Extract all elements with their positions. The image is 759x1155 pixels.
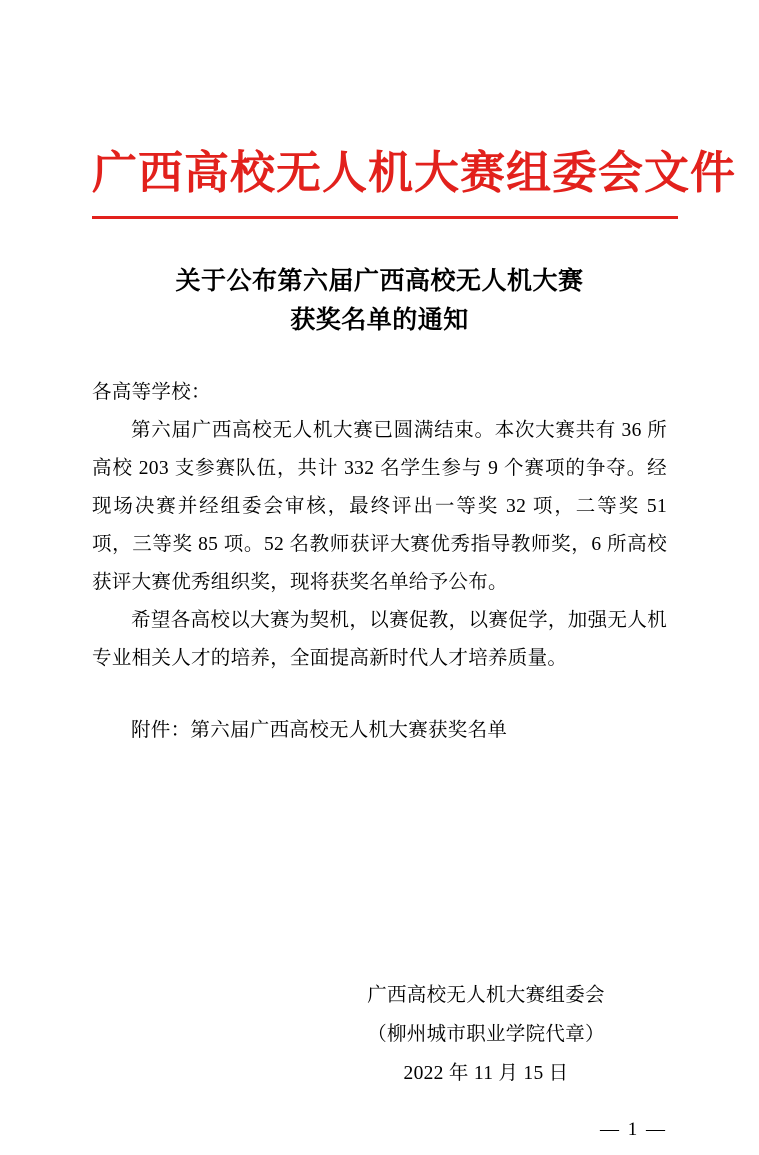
signature-organization: 广西高校无人机大赛组委会 bbox=[367, 985, 605, 1006]
page-title-line-2: 获奖名单的通知 bbox=[290, 306, 469, 334]
body-paragraph-2: 希望各高校以大赛为契机，以赛促教，以赛促学，加强无人机专业相关人才的培养，全面提高新时代人才培养质量。 bbox=[92, 610, 667, 670]
body-paragraph-1: 第六届广西高校无人机大赛已圆满结束。本次大赛共有 36 所高校 203 支参赛队伍，共计 332 名学生参与 9 个赛项的争夺。经现场决赛并经组委会审核，最终评出一等奖 32 项，二等奖 51 项，三等奖 85 项。52 名教师获评大赛优秀指导教师奖，6 所高校获评大赛优秀组织奖，现将获奖名单给予公布。 bbox=[92, 420, 667, 594]
signature-date: 2022 年 11 月 15 日 bbox=[403, 1063, 569, 1084]
salutation: 各高等学校： bbox=[92, 382, 211, 404]
masthead bbox=[92, 148, 737, 219]
document-body bbox=[92, 374, 667, 678]
masthead-divider bbox=[92, 216, 678, 219]
page-number: — 1 — bbox=[600, 1119, 667, 1140]
masthead-title: 广西高校无人机大赛组委会文件 bbox=[92, 148, 737, 198]
page-title-line-1: 关于公布第六届广西高校无人机大赛 bbox=[175, 267, 584, 295]
attachment-line: 附件：第六届广西高校无人机大赛获奖名单 bbox=[131, 720, 508, 742]
signature-block bbox=[321, 976, 651, 1093]
page-title bbox=[92, 263, 667, 341]
signature-seal-note: （柳州城市职业学院代章） bbox=[367, 1024, 605, 1045]
document-page bbox=[0, 148, 759, 1155]
